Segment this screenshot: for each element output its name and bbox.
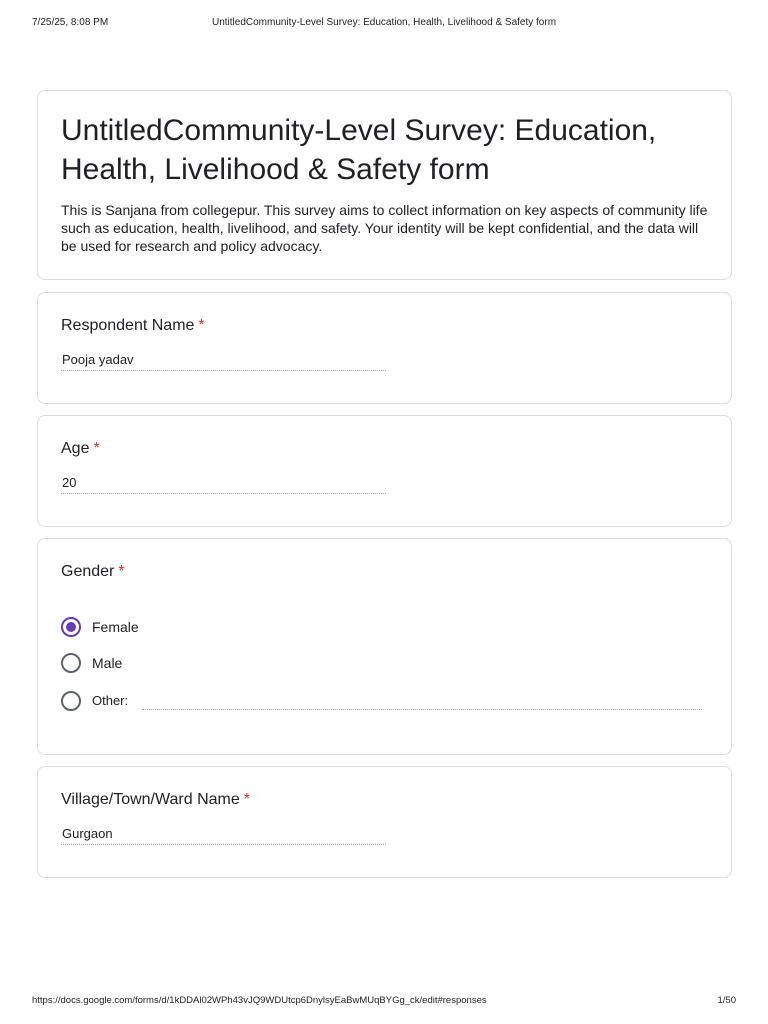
print-header <box>32 17 736 31</box>
option-label: Other: <box>92 693 129 708</box>
option-label: Female <box>92 619 139 635</box>
other-text-input[interactable] <box>142 709 702 710</box>
radio-unchecked-icon[interactable] <box>61 653 81 673</box>
print-doc-title: UntitledCommunity-Level Survey: Education, Health, Livelihood & Safety form <box>211 17 557 28</box>
page-number: 1/50 <box>717 995 736 1006</box>
question-card-village <box>37 766 732 878</box>
gender-option-other[interactable] <box>61 691 711 713</box>
age-answer[interactable]: 20 <box>61 475 386 494</box>
question-label: Respondent Name * <box>61 317 205 334</box>
form-description: This is Sanjana from collegepur. This survey aims to collect information on key aspects of community life such as education, health, livelihood, and safety. Your identity will be kept confidential, and the data will be used for research and policy advocacy. <box>61 202 708 254</box>
print-url: https://docs.google.com/forms/d/1kDDAl02WPh43vJQ9WDUtcp6DnylsyEaBwMUqBYGg_ck/edit#responses <box>32 995 487 1006</box>
question-card-gender <box>37 538 732 755</box>
required-asterisk: * <box>118 563 125 580</box>
radio-checked-icon[interactable] <box>61 617 81 637</box>
question-label: Village/Town/Ward Name * <box>61 791 250 808</box>
required-asterisk: * <box>243 791 250 808</box>
village-answer[interactable]: Gurgaon <box>61 826 386 845</box>
radio-unchecked-icon[interactable] <box>61 691 81 711</box>
question-card-respondent-name <box>37 292 732 404</box>
required-asterisk: * <box>93 440 100 457</box>
print-footer <box>32 995 736 1009</box>
question-label: Age * <box>61 440 100 457</box>
form-title: UntitledCommunity-Level Survey: Education, Health, Livelihood & Safety form <box>61 114 657 186</box>
required-asterisk: * <box>198 317 205 334</box>
form-header-card <box>37 90 732 280</box>
option-label: Male <box>92 655 123 671</box>
question-card-age <box>37 415 732 527</box>
question-label: Gender * <box>61 563 125 580</box>
respondent-name-answer[interactable]: Pooja yadav <box>61 352 386 371</box>
print-datetime: 7/25/25, 8:08 PM <box>32 17 109 28</box>
